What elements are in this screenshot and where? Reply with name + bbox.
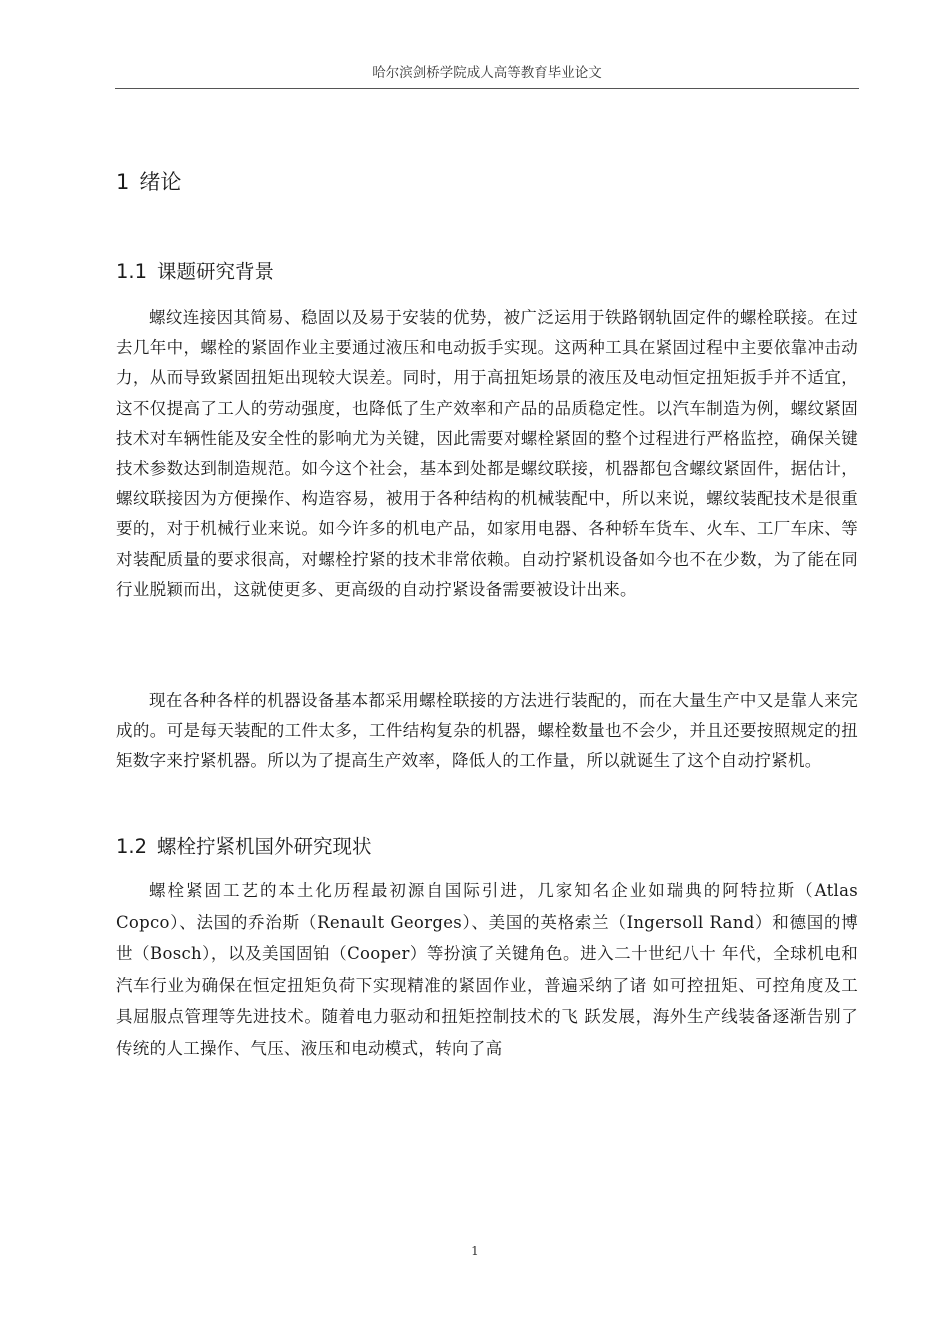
paragraph: 螺栓紧固工艺的本土化历程最初源自国际引进，几家知名企业如瑞典的阿特拉斯（Atlas Copco）、法国的乔治斯（Renault Georges）、美国的英格索兰（Ingersoll Rand）和德国的博世（Bosch），以及美国固铂（Cooper）等扮演了关键角色。进入二十世纪八十 年代，全球机电和汽车行业为确保在恒定扭矩负荷下实现精准的紧固作业，普遍采纳了诸 如可控扭矩、可控角度及工具屈服点管理等先进技术。随着电力驱动和扭矩控制技术的飞 跃发展，海外生产线装备逐渐告别了传统的人工操作、气压、液压和电动模式，转向了高: [116, 881, 858, 1058]
chapter-title-text: 绪论: [139, 170, 182, 194]
section-title-text: 课题研究背景: [157, 260, 275, 283]
section-title-1-2: [116, 834, 372, 860]
section-number: 1.2: [116, 835, 148, 858]
section-title-text: 螺栓拧紧机国外研究现状: [157, 835, 372, 858]
section-number: 1.1: [116, 260, 148, 283]
running-header: 哈尔滨剑桥学院成人高等教育毕业论文: [372, 65, 602, 81]
chapter-title: [116, 168, 181, 196]
chapter-number: 1: [116, 170, 130, 194]
header-rule: [115, 88, 859, 89]
page-number: 1: [471, 1244, 479, 1258]
section-title-1-1: [116, 259, 274, 285]
paragraph: 螺纹连接因其简易、稳固以及易于安装的优势，被广泛运用于铁路钢轨固定件的螺栓联接。在过去几年中，螺栓的紧固作业主要通过液压和电动扳手实现。这两种工具在紧固过程中主要依靠冲击动力，从而导致紧固扭矩出现较大误差。同时，用于高扭矩场景的液压及电动恒定扭矩扳手并不适宜，这不仅提高了工人的劳动强度，也降低了生产效率和产品的品质稳定性。以汽车制造为例，螺纹紧固技术对车辆性能及安全性的影响尤为关键，因此需要对螺栓紧固的整个过程进行严格监控，确保关键技术参数达到制造规范。如今这个社会，基本到处都是螺纹联接，机器都包含螺纹紧固件，据估计，螺纹联接因为方便操作、构造容易，被用于各种结构的机械装配中，所以来说，螺纹装配技术是很重要的，对于机械行业来说。如今许多的机电产品，如家用电器、各种轿车货车、火车、工厂车床、等对装配质量的要求很高，对螺栓拧紧的技术非常依赖。自动拧紧机设备如今也不在少数，为了能在同行业脱颖而出，这就使更多、更高级的自动拧紧设备需要被设计出来。: [116, 308, 858, 599]
paragraph: 现在各种各样的机器设备基本都采用螺栓联接的方法进行装配的，而在大量生产中又是靠人来完成的。可是每天装配的工件太多，工件结构复杂的机器，螺栓数量也不会少，并且还要按照规定的扭矩数字来拧紧机器。所以为了提高生产效率，降低人的工作量，所以就诞生了这个自动拧紧机。: [116, 691, 858, 771]
